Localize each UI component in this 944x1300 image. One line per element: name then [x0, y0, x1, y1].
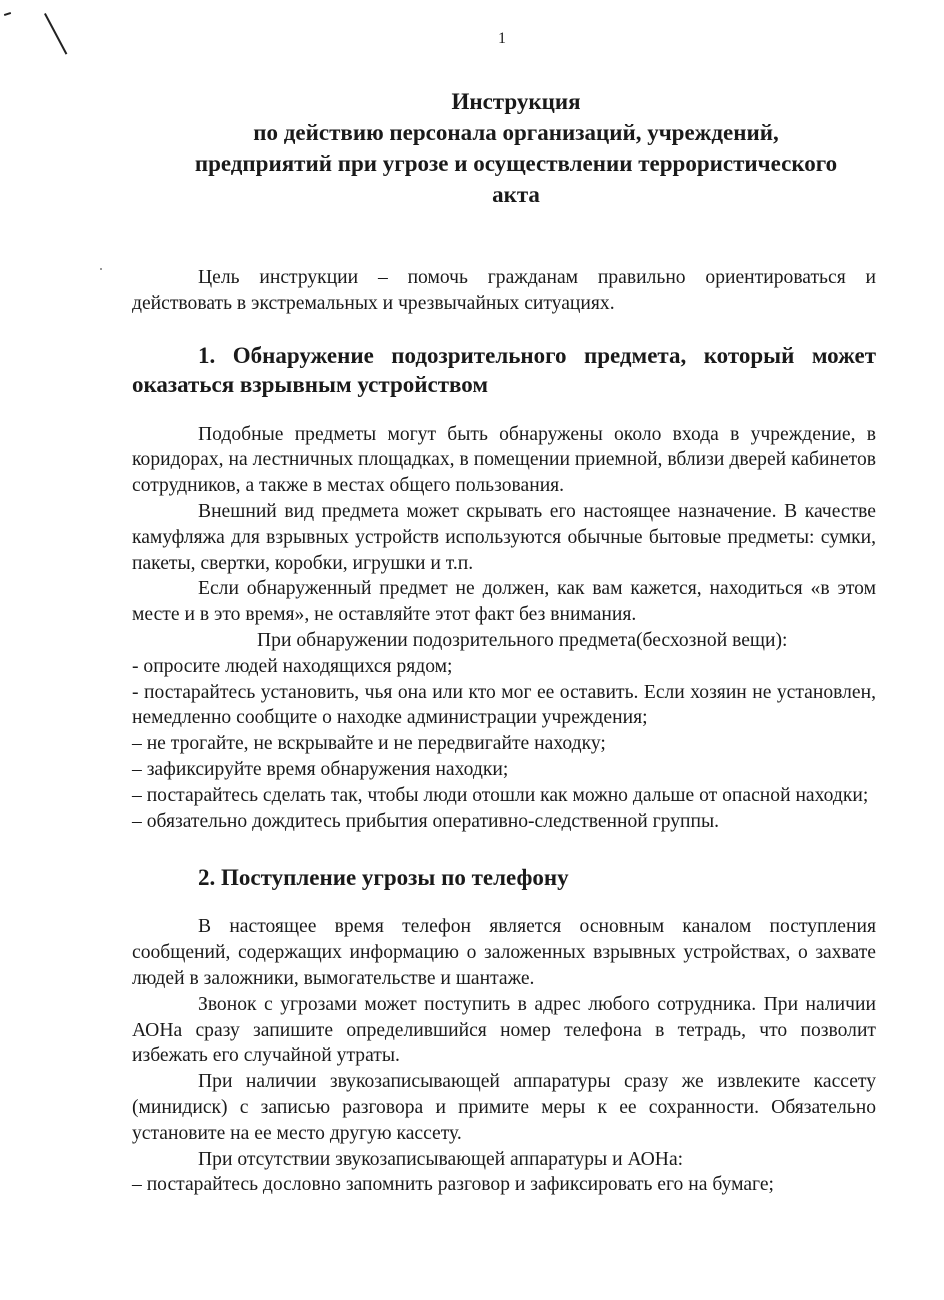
title-line: Инструкция — [451, 89, 581, 114]
section-2-heading: 2. Поступление угрозы по телефону — [198, 865, 569, 891]
list-item: – постарайтесь сделать так, чтобы люди отошли как можно дальше от опасной находки; — [132, 784, 869, 806]
list-item: - постарайтесь установить, чья она или кто мог ее оставить. Если хозяин не установлен, немедленно сообщите о находке администрации учреждения; — [132, 681, 876, 729]
section-2-body — [132, 914, 876, 1198]
list-item: – зафиксируйте время обнаружения находки; — [132, 758, 509, 780]
list-item: - опросите людей находящихся рядом; — [132, 655, 453, 677]
document-title — [132, 86, 876, 210]
title-line: предприятий при угрозе и осуществлении террористического — [194, 151, 838, 176]
document-body — [132, 86, 876, 1198]
list-item: – обязательно дождитесь прибытия оперативно-следственной группы. — [132, 810, 720, 832]
paragraph: Если обнаруженный предмет не должен, как вам кажется, находиться «в этом месте и в это время», не оставляйте этот факт без внимания. — [132, 578, 876, 626]
intro-paragraph: Цель инструкции – помочь гражданам правильно ориентироваться и действовать в экстремальных и чрезвычайных ситуациях. — [132, 267, 876, 314]
section-1-heading: 1. Обнаружение подозрительного предмета, который может оказаться взрывным устройством — [132, 342, 876, 397]
list-intro: При обнаружении подозрительного предмета(бесхозной вещи): — [257, 629, 788, 651]
paragraph: Подобные предметы могут быть обнаружены около входа в учреждение, в коридорах, на лестничных площадках, в помещении приемной, вблизи дверей кабинетов сотрудников, а также в местах общего пользования. — [132, 423, 876, 497]
paragraph: Звонок с угрозами может поступить в адрес любого сотрудника. При наличии АОНа сразу запишите определившийся номер телефона в тетрадь, что позволит избежать его случайной утраты. — [132, 993, 876, 1067]
title-line: акта — [492, 182, 540, 207]
paragraph: При наличии звукозаписывающей аппаратуры сразу же извлеките кассету (минидиск) с записью разговора и примите меры к ее сохранности. Обязательно установите на ее место другую кассету. — [132, 1071, 876, 1144]
title-line: по действию персонала организаций, учреждений, — [253, 120, 779, 145]
paragraph: При отсутствии звукозаписывающей аппаратуры и АОНа: — [198, 1148, 684, 1170]
paragraph: В настоящее время телефон является основным каналом поступления сообщений, содержащих информацию о заложенных взрывных устройствах, о захвате людей в заложники, вымогательстве и шантаже. — [132, 916, 876, 989]
section-1-body — [132, 422, 876, 835]
scan-mark-tick — [4, 12, 11, 16]
paragraph: Внешний вид предмета может скрывать его настоящее назначение. В качестве камуфляжа для взрывных устройств используются обычные бытовые предметы: сумки, пакеты, свертки, коробки, игрушки и т.п. — [132, 500, 876, 574]
page-number: 1 — [498, 30, 506, 47]
scan-speck — [100, 268, 102, 270]
list-item: – постарайтесь дословно запомнить разговор и зафиксировать его на бумаге; — [132, 1174, 774, 1196]
list-item: – не трогайте, не вскрывайте и не передвигайте находку; — [132, 733, 606, 755]
